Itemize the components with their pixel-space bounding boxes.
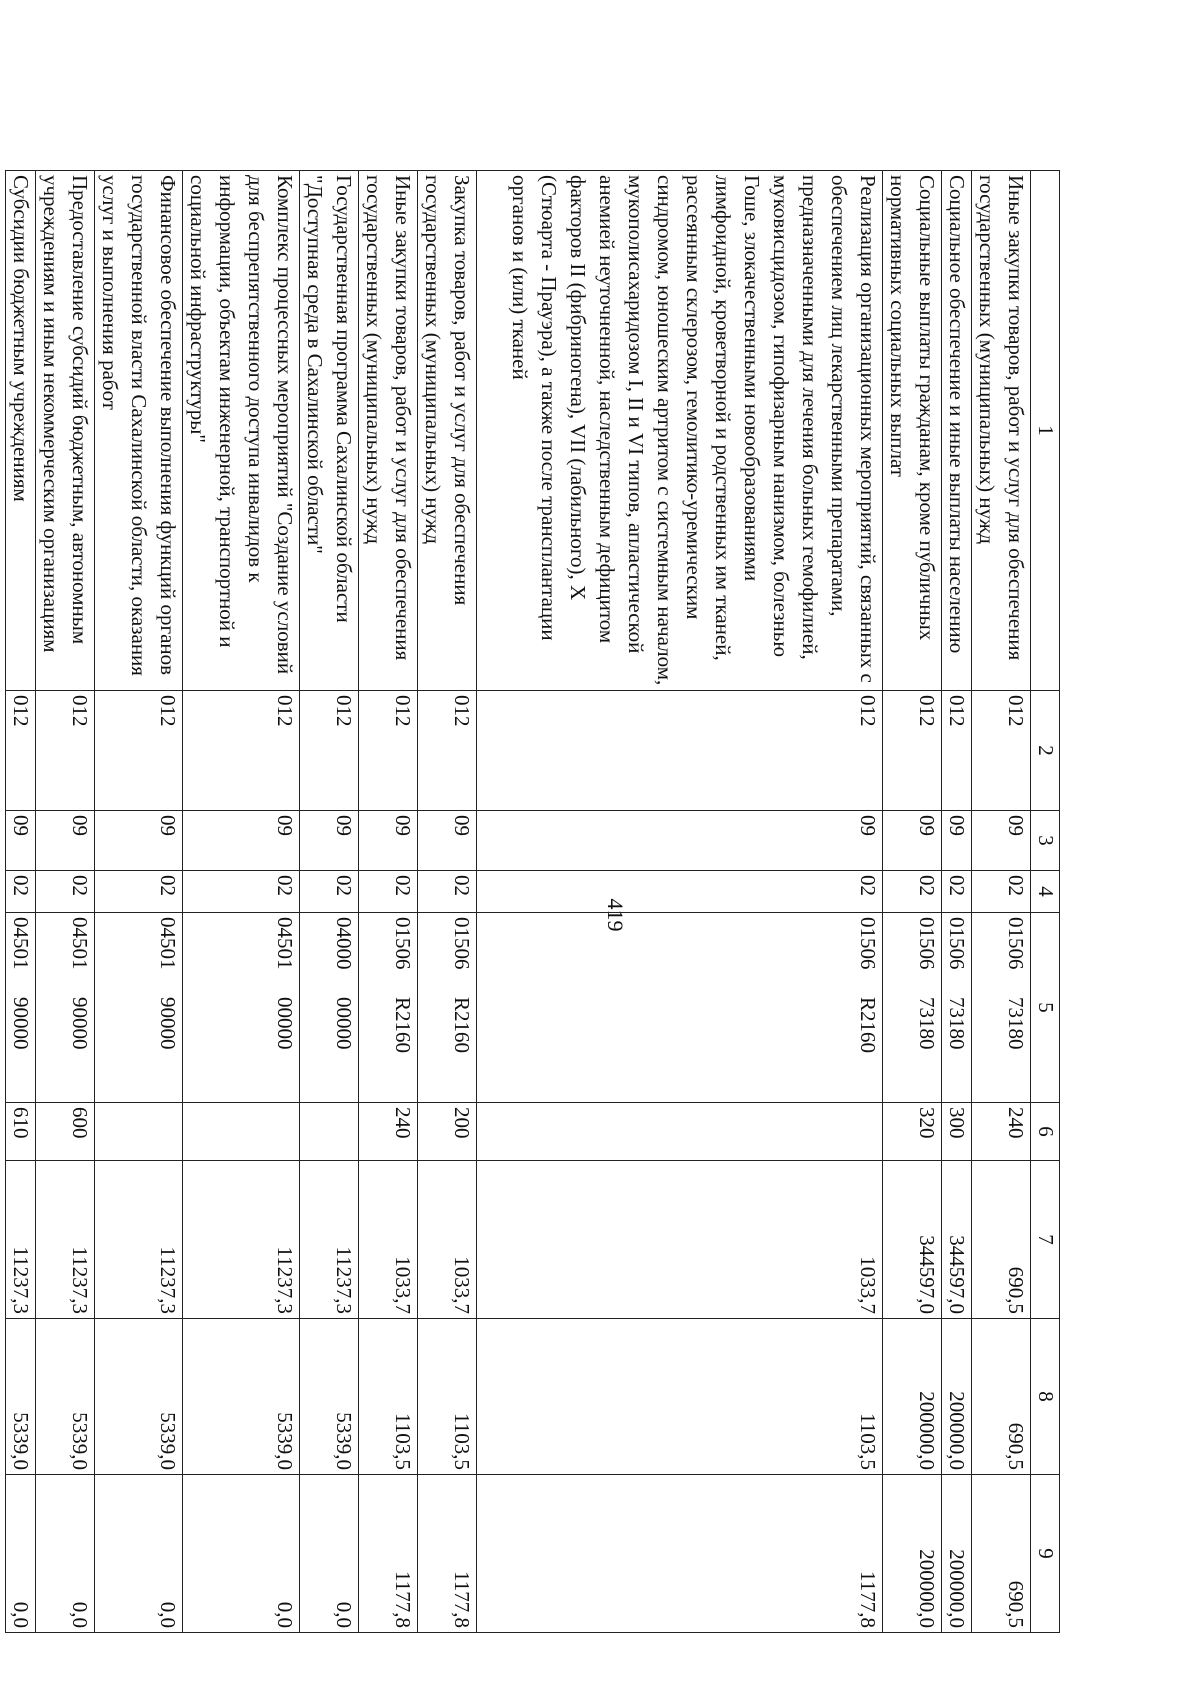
row-description: Государственная программа Сахалинской области "Доступная среда в Сахалинской области" [300,171,359,691]
expense-type-code [95,1103,183,1161]
ministry-code: 012 [6,691,36,811]
amount-year-1: 11237,3 [36,1161,95,1319]
subsection-code: 02 [359,871,418,913]
program-code-part-1: 01506 [1004,917,1028,970]
subsection-code: 02 [36,871,95,913]
column-header-9: 9 [1031,1475,1060,1633]
row-description: Социальное обеспечение и иные выплаты населению [942,171,972,691]
program-code-part-1: 01506 [856,917,880,970]
amount-year-1: 1033,7 [418,1161,477,1319]
expense-type-code [477,1103,883,1161]
amount-year-3: 200000,0 [942,1475,972,1633]
amount-year-2: 200000,0 [942,1319,972,1475]
subsection-code: 02 [95,871,183,913]
amount-year-3: 0,0 [300,1475,359,1633]
amount-year-1: 11237,3 [95,1161,183,1319]
section-code: 09 [883,811,942,871]
column-header-3: 3 [1031,811,1060,871]
program-code-part-1: 01506 [915,917,939,970]
row-description: Иные закупки товаров, работ и услуг для обеспечения государственных (муниципальных) нужд [972,171,1031,691]
program-code-part-1: 01506 [450,917,474,970]
program-code-part-2: 73180 [1004,997,1028,1050]
program-code-part-2: 90000 [156,997,180,1050]
program-code [972,913,1031,1103]
row-description: Комплекс процессных мероприятий "Создание условий для беспрепятственного доступа инвалидов к информации, объектам инженерной, транспортной и социальной инфраструктуры" [183,171,300,691]
section-code: 09 [972,811,1031,871]
program-code-part-1: 04501 [68,917,92,970]
amount-year-3: 690,5 [972,1475,1031,1633]
amount-year-1: 11237,3 [183,1161,300,1319]
amount-year-2: 5339,0 [183,1319,300,1475]
amount-year-2: 200000,0 [883,1319,942,1475]
program-code-part-1: 04000 [332,917,356,970]
program-code-part-1: 01506 [391,917,415,970]
table-row [418,171,477,1633]
column-header-8: 8 [1031,1319,1060,1475]
rotated-table-container [9,170,1060,1632]
ministry-code: 012 [183,691,300,811]
amount-year-2: 1103,5 [418,1319,477,1475]
amount-year-2: 1103,5 [477,1319,883,1475]
row-description: Социальные выплаты гражданам, кроме публичных нормативных социальных выплат [883,171,942,691]
expense-type-code: 600 [36,1103,95,1161]
amount-year-3: 1177,8 [477,1475,883,1633]
table-row [36,171,95,1633]
program-code [6,913,36,1103]
program-code-part-2: 00000 [273,997,297,1050]
header-row [1031,171,1060,1633]
subsection-code: 02 [477,871,883,913]
table-row [6,171,36,1633]
expense-type-code: 200 [418,1103,477,1161]
expense-type-code: 240 [972,1103,1031,1161]
program-code-part-2: R2160 [856,997,880,1054]
program-code-part-2: 00000 [332,997,356,1050]
amount-year-3: 0,0 [95,1475,183,1633]
row-description: Реализация организационных мероприятий, связанных с обеспечением лиц лекарственными препаратами, предназначенными для лечения больных гемофилией, муковисцидозом, гипофизарным нанизмом, болезнью Гоше, злокачественными новообразованиями лимфоидной, кроветворной и родственных им тканей, рассеянным склерозом, гемолитико-уремическим синдромом, юношеским артритом с системным началом, мукополисахаридозом I, II и VI типов, апластической анемией неуточненной, наследственным дефицитом факторов II (фибриногена), VII (лабильного), X (Стюарта - Прауэра), а также после трансплантации органов и (или) тканей [477,171,883,691]
amount-year-2: 5339,0 [95,1319,183,1475]
expense-type-code: 320 [883,1103,942,1161]
ministry-code: 012 [883,691,942,811]
subsection-code: 02 [883,871,942,913]
expense-type-code: 610 [6,1103,36,1161]
amount-year-3: 0,0 [36,1475,95,1633]
page-number: 419 [603,898,628,932]
program-code-part-1: 04501 [9,917,33,970]
section-code: 09 [477,811,883,871]
subsection-code: 02 [972,871,1031,913]
subsection-code: 02 [418,871,477,913]
ministry-code: 012 [418,691,477,811]
section-code: 09 [942,811,972,871]
amount-year-1: 344597,0 [942,1161,972,1319]
table-row [95,171,183,1633]
subsection-code: 02 [300,871,359,913]
amount-year-2: 5339,0 [300,1319,359,1475]
table-body [6,171,1031,1633]
program-code [883,913,942,1103]
table-row [972,171,1031,1633]
program-code-part-2: 90000 [9,997,33,1050]
column-header-1: 1 [1031,171,1060,691]
ministry-code: 012 [300,691,359,811]
row-description: Закупка товаров, работ и услуг для обеспечения государственных (муниципальных) нужд [418,171,477,691]
table-row [300,171,359,1633]
table-row [359,171,418,1633]
ministry-code: 012 [95,691,183,811]
row-description: Предоставление субсидий бюджетным, автономным учреждениям и иным некоммерческим организациям [36,171,95,691]
table-row [883,171,942,1633]
ministry-code: 012 [972,691,1031,811]
program-code [942,913,972,1103]
column-header-5: 5 [1031,913,1060,1103]
program-code-part-1: 04501 [156,917,180,970]
ministry-code: 012 [359,691,418,811]
amount-year-1: 11237,3 [6,1161,36,1319]
expense-type-code [300,1103,359,1161]
amount-year-2: 690,5 [972,1319,1031,1475]
section-code: 09 [359,811,418,871]
budget-table [5,170,1060,1633]
subsection-code: 02 [6,871,36,913]
amount-year-3: 1177,8 [418,1475,477,1633]
program-code-part-2: R2160 [391,997,415,1054]
program-code [95,913,183,1103]
column-header-2: 2 [1031,691,1060,811]
program-code [183,913,300,1103]
expense-type-code [183,1103,300,1161]
table-row [942,171,972,1633]
ministry-code: 012 [477,691,883,811]
amount-year-2: 5339,0 [36,1319,95,1475]
table-row [477,171,883,1633]
program-code-part-2: 90000 [68,997,92,1050]
section-code: 09 [183,811,300,871]
column-header-4: 4 [1031,871,1060,913]
program-code [359,913,418,1103]
amount-year-3: 0,0 [183,1475,300,1633]
section-code: 09 [36,811,95,871]
expense-type-code: 240 [359,1103,418,1161]
program-code-part-2: 73180 [915,997,939,1050]
program-code-part-2: R2160 [450,997,474,1054]
amount-year-1: 1033,7 [477,1161,883,1319]
amount-year-1: 1033,7 [359,1161,418,1319]
amount-year-1: 690,5 [972,1161,1031,1319]
ministry-code: 012 [942,691,972,811]
amount-year-3: 0,0 [6,1475,36,1633]
subsection-code: 02 [183,871,300,913]
subsection-code: 02 [942,871,972,913]
column-header-6: 6 [1031,1103,1060,1161]
program-code [36,913,95,1103]
amount-year-1: 11237,3 [300,1161,359,1319]
program-code [300,913,359,1103]
table-row [183,171,300,1633]
row-description: Иные закупки товаров, работ и услуг для обеспечения государственных (муниципальных) нужд [359,171,418,691]
section-code: 09 [300,811,359,871]
program-code-part-1: 01506 [945,917,969,970]
column-header-7: 7 [1031,1161,1060,1319]
row-description: Субсидии бюджетным учреждениям [6,171,36,691]
program-code [418,913,477,1103]
section-code: 09 [6,811,36,871]
ministry-code: 012 [36,691,95,811]
program-code-part-2: 73180 [945,997,969,1050]
section-code: 09 [418,811,477,871]
amount-year-3: 1177,8 [359,1475,418,1633]
row-description: Финансовое обеспечение выполнения функций органов государственной власти Сахалинской области, оказания услуг и выполнения работ [95,171,183,691]
amount-year-2: 1103,5 [359,1319,418,1475]
section-code: 09 [95,811,183,871]
amount-year-3: 200000,0 [883,1475,942,1633]
amount-year-1: 344597,0 [883,1161,942,1319]
program-code [477,913,883,1103]
program-code-part-1: 04501 [273,917,297,970]
expense-type-code: 300 [942,1103,972,1161]
amount-year-2: 5339,0 [6,1319,36,1475]
